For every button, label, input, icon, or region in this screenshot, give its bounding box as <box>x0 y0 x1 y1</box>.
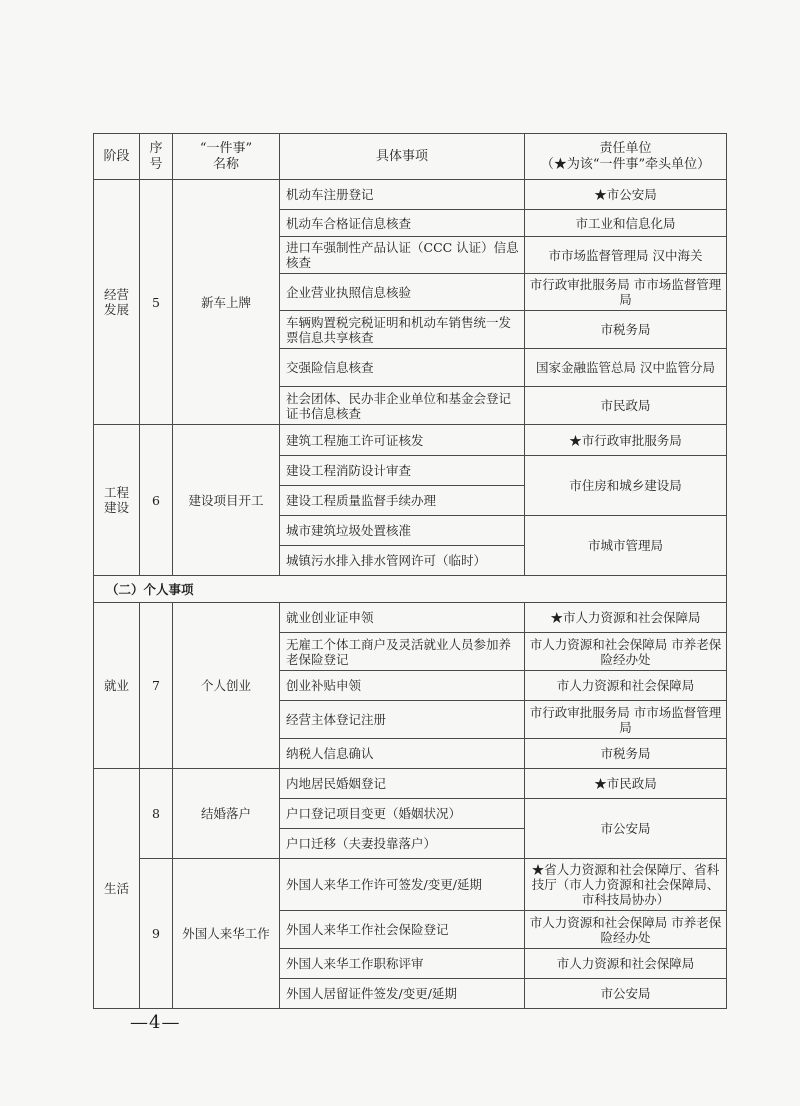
unit-cell: ★市行政审批服务局 <box>525 425 727 456</box>
item-cell: 交强险信息核查 <box>280 349 525 387</box>
unit-cell: 市人力资源和社会保障局 <box>525 949 727 979</box>
unit-cell: 市市场监督管理局 汉中海关 <box>525 237 727 274</box>
unit-cell: 市民政局 <box>525 387 727 425</box>
table-row <box>94 769 727 799</box>
unit-cell: 市人力资源和社会保障局 <box>525 671 727 701</box>
unit-cell: 市税务局 <box>525 739 727 769</box>
item-cell: 经营主体登记注册 <box>280 701 525 739</box>
unit-cell: 市人力资源和社会保障局 市养老保险经办处 <box>525 911 727 949</box>
item-cell: 纳税人信息确认 <box>280 739 525 769</box>
item-cell: 外国人来华工作社会保险登记 <box>280 911 525 949</box>
unit-cell: ★市民政局 <box>525 769 727 799</box>
item-cell: 户口迁移（夫妻投靠落户） <box>280 829 525 859</box>
seq-cell: 5 <box>140 180 173 425</box>
header-seq: 序号 <box>140 134 173 180</box>
matters-table <box>93 133 727 1009</box>
unit-cell: 市公安局 <box>525 979 727 1009</box>
item-cell: 创业补贴申领 <box>280 671 525 701</box>
table-row <box>94 603 727 633</box>
header-unit: 责任单位 （★为该“一件事”牵头单位） <box>525 134 727 180</box>
item-cell: 外国人来华工作许可签发/变更/延期 <box>280 859 525 911</box>
item-cell: 建设工程质量监督手续办理 <box>280 486 525 516</box>
seq-cell: 7 <box>140 603 173 769</box>
item-cell: 机动车合格证信息核查 <box>280 210 525 237</box>
unit-cell: 市工业和信息化局 <box>525 210 727 237</box>
unit-cell: ★市公安局 <box>525 180 727 210</box>
item-cell: 外国人来华工作职称评审 <box>280 949 525 979</box>
section-row <box>94 576 727 603</box>
unit-cell: 市公安局 <box>525 799 727 859</box>
item-cell: 外国人居留证件签发/变更/延期 <box>280 979 525 1009</box>
item-cell: 户口登记项目变更（婚姻状况） <box>280 799 525 829</box>
header-stage: 阶段 <box>94 134 140 180</box>
item-cell: 企业营业执照信息核验 <box>280 274 525 311</box>
item-cell: 建设工程消防设计审查 <box>280 456 525 486</box>
name-cell: 外国人来华工作 <box>173 859 280 1009</box>
unit-cell: ★省人力资源和社会保障厅、省科技厅（市人力资源和社会保障局、市科技局协办） <box>525 859 727 911</box>
name-cell: 新车上牌 <box>173 180 280 425</box>
seq-cell: 6 <box>140 425 173 576</box>
table-header-row <box>94 134 727 180</box>
stage-cell: 生活 <box>94 769 140 1009</box>
unit-cell: 市行政审批服务局 市市场监督管理局 <box>525 274 727 311</box>
stage-cell: 就业 <box>94 603 140 769</box>
seq-cell: 8 <box>140 769 173 859</box>
item-cell: 就业创业证申领 <box>280 603 525 633</box>
item-cell: 社会团体、民办非企业单位和基金会登记证书信息核查 <box>280 387 525 425</box>
unit-cell: 国家金融监管总局 汉中监管分局 <box>525 349 727 387</box>
unit-cell: ★市人力资源和社会保障局 <box>525 603 727 633</box>
name-cell: 建设项目开工 <box>173 425 280 576</box>
seq-cell: 9 <box>140 859 173 1009</box>
table-row <box>94 180 727 210</box>
item-cell: 城镇污水排入排水管网许可（临时） <box>280 546 525 576</box>
unit-cell: 市税务局 <box>525 311 727 349</box>
item-cell: 建筑工程施工许可证核发 <box>280 425 525 456</box>
item-cell: 进口车强制性产品认证（CCC 认证）信息核查 <box>280 237 525 274</box>
unit-cell: 市城市管理局 <box>525 516 727 576</box>
unit-cell: 市人力资源和社会保障局 市养老保险经办处 <box>525 633 727 671</box>
item-cell: 内地居民婚姻登记 <box>280 769 525 799</box>
unit-cell: 市住房和城乡建设局 <box>525 456 727 516</box>
header-name: “一件事” 名称 <box>173 134 280 180</box>
page-number: —4— <box>130 1012 181 1033</box>
header-item: 具体事项 <box>280 134 525 180</box>
item-cell: 城市建筑垃圾处置核准 <box>280 516 525 546</box>
name-cell: 个人创业 <box>173 603 280 769</box>
stage-cell: 经营发展 <box>94 180 140 425</box>
unit-cell: 市行政审批服务局 市市场监督管理局 <box>525 701 727 739</box>
item-cell: 无雇工个体工商户及灵活就业人员参加养老保险登记 <box>280 633 525 671</box>
item-cell: 车辆购置税完税证明和机动车销售统一发票信息共享核查 <box>280 311 525 349</box>
stage-cell: 工程建设 <box>94 425 140 576</box>
table-row <box>94 859 727 911</box>
table-row <box>94 425 727 456</box>
name-cell: 结婚落户 <box>173 769 280 859</box>
item-cell: 机动车注册登记 <box>280 180 525 210</box>
section-title: （二）个人事项 <box>94 576 727 603</box>
